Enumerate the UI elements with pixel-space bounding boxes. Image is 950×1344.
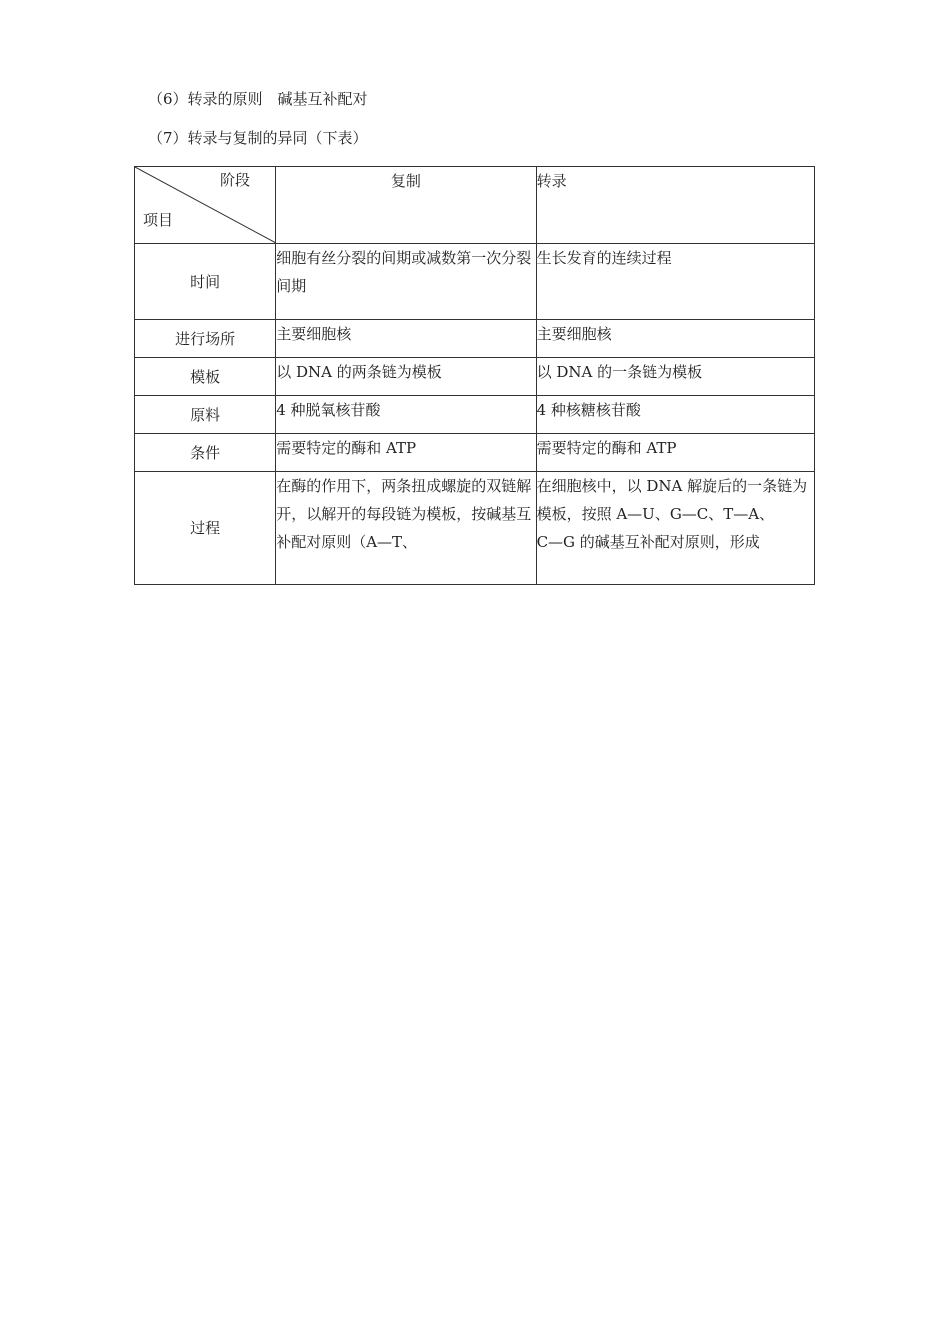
replication-cell: 主要细胞核 [276,320,536,358]
table-row [135,244,815,320]
row-label: 时间 [135,244,276,320]
row-label: 进行场所 [135,320,276,358]
transcription-cell: 以 DNA 的一条链为模板 [536,358,814,396]
diagonal-divider [135,167,276,243]
corner-item-label: 项目 [143,211,174,229]
row-label: 模板 [135,358,276,396]
row-label: 原料 [135,396,276,434]
replication-cell: 细胞有丝分裂的间期或减数第一次分裂间期 [276,244,536,320]
table-row [135,434,815,472]
table-row [135,320,815,358]
replication-cell: 需要特定的酶和 ATP [276,434,536,472]
transcription-cell [536,472,814,585]
row-label: 过程 [135,472,276,585]
table-header-row [135,167,815,244]
transcription-cell: 需要特定的酶和 ATP [536,434,814,472]
replication-cell: 在酶的作用下，两条扭成螺旋的双链解开，以解开的每段链为模板，按碱基互补配对原则（A—T、 [276,472,536,585]
corner-stage-label: 阶段 [220,171,251,189]
comparison-table [134,166,815,585]
table-row [135,472,815,585]
comparison-title-line: （7）转录与复制的异同（下表） [148,129,368,147]
replication-cell: 4 种脱氧核苷酸 [276,396,536,434]
row-label: 条件 [135,434,276,472]
header-transcription: 转录 [536,167,814,244]
replication-cell: 以 DNA 的两条链为模板 [276,358,536,396]
transcription-cell: 4 种核糖核苷酸 [536,396,814,434]
table-row [135,358,815,396]
transcription-cell: 主要细胞核 [536,320,814,358]
transcription-cell: 生长发育的连续过程 [536,244,814,320]
transcription-process-part2: C—G 的碱基互补配对原则，形成 [536,533,760,551]
transcription-process-part1: 在细胞核中，以 DNA 解旋后的一条链为模板，按照 A—U、G—C、T—A、 [536,477,808,523]
header-replication: 复制 [276,167,536,244]
table-row [135,396,815,434]
transcription-principle-line: （6）转录的原则 碱基互补配对 [148,90,368,108]
table-corner-cell [135,167,276,244]
